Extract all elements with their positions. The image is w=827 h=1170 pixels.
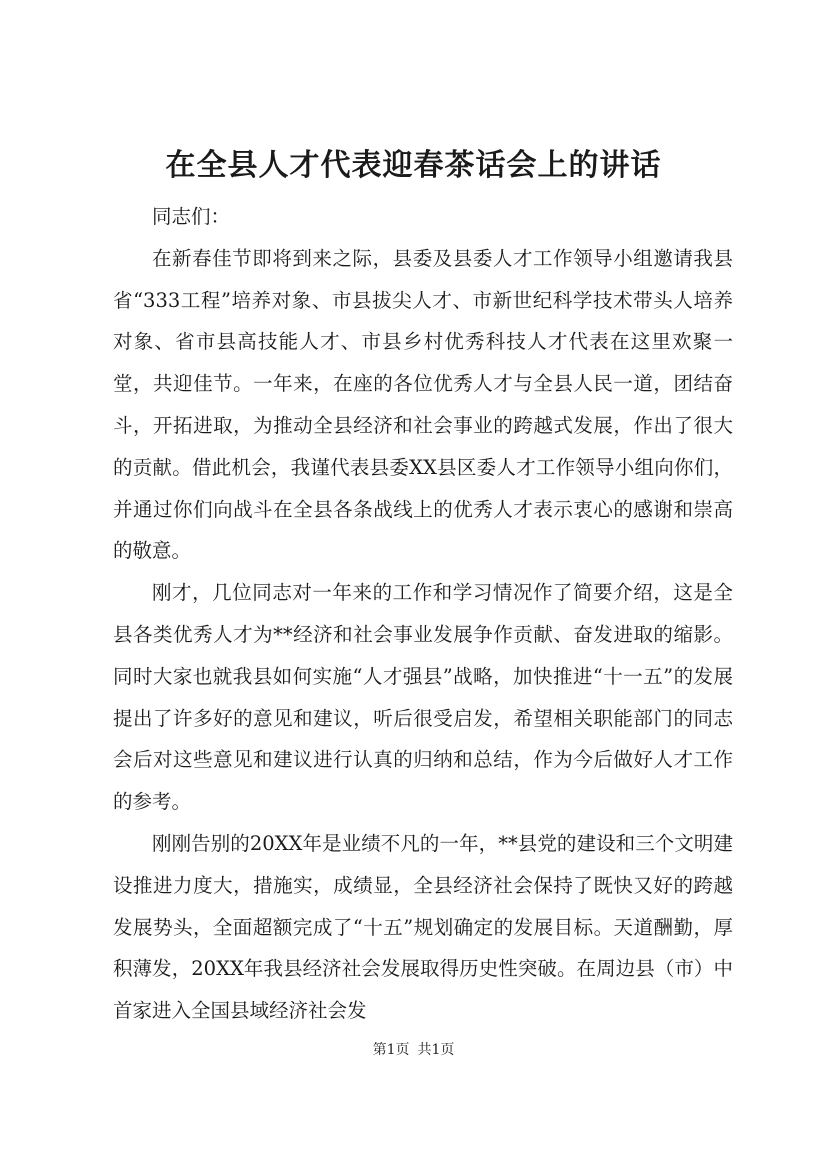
salutation: 同志们： xyxy=(152,205,231,228)
page-number: 第1页 xyxy=(372,1042,410,1058)
document-title: 在全县人才代表迎春茶话会上的讲话 xyxy=(165,148,662,183)
page-total: 共1页 xyxy=(417,1042,455,1058)
page-footer xyxy=(0,1040,827,1060)
paragraph-2: 刚才，几位同志对一年来的工作和学习情况作了简要介绍，这是全县各类优秀人才为**经济和社会事业发展争作贡献、奋发进取的缩影。同时大家也就我县如何实施“人才强县”战略，加快推进“十一五”的发展提出了许多好的意见和建议，听后很受启发，希望相关职能部门的同志会后对这些意见和建议进行认真的归纳和总结，作为今后做好人才工作的参考。 xyxy=(113,581,733,814)
document-body xyxy=(113,196,733,1032)
paragraph-3: 刚刚告别的20XX年是业绩不凡的一年，**县党的建设和三个文明建设推进力度大，措施实，成绩显，全县经济社会保持了既快又好的跨越发展势头，全面超额完成了“十五”规划确定的发展目标。天道酬勤，厚积薄发，20XX年我县经济社会发展取得历史性突破。在周边县（市）中首家进入全国县域经济社会发 xyxy=(113,831,733,1023)
paragraph-1: 在新春佳节即将到来之际，县委及县委人才工作领导小组邀请我县省“333工程”培养对象、市县拔尖人才、市新世纪科学技术带头人培养对象、省市县高技能人才、市县乡村优秀科技人才代表在这里欢聚一堂，共迎佳节。一年来，在座的各位优秀人才与全县人民一道，团结奋斗，开拓进取，为推动全县经济和社会事业的跨越式发展，作出了很大的贡献。借此机会，我谨代表县委XX县区委人才工作领导小组向你们，并通过你们向战斗在全县各条战线上的优秀人才表示衷心的感谢和崇高的敬意。 xyxy=(113,246,733,563)
